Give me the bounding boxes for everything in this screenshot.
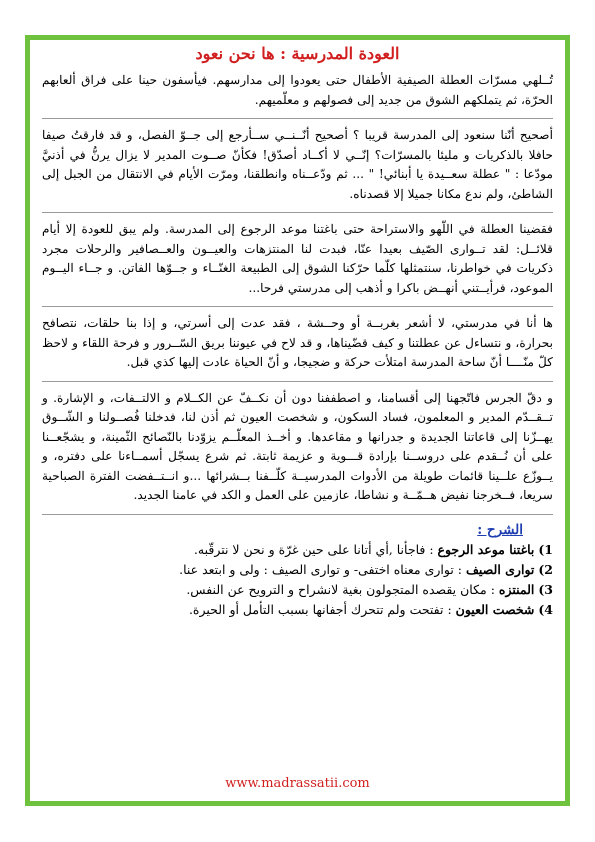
glossary-number: 1): [538, 541, 553, 557]
glossary-number: 2): [538, 561, 553, 577]
paragraph-4: ها أنا في مدرستي، لا أشعر بغربــة أو وحــشة ، فقد عدت إلى أسرتي، و إذا بنا حلقات، نتصافح بحرارة، و نتساءل عن عطلتنا و كيف قضّيناها، و قد لاح في عيوننا بريق السّــرور و فرحة اللقاء و لاحظ كلّ منّــــا أنّ ساحة المدرسة امتلأت حركة و ضجيجا، و أنّ الحياة عادت إليها كذي قبل.: [42, 316, 553, 369]
glossary-term: توارى الصيف: [465, 561, 535, 577]
glossary-definition: : مكان يقصده المتجولون بغية لانشراح و الترويح عن النفس.: [186, 581, 499, 597]
glossary-term: المنتزه: [498, 581, 535, 597]
paragraph-5: و دقّ الجرس فاتّجهنا إلى أقسامنا، و اصطففنا دون أن نكــفّ عن الكــلام و الالتــفات، و الإشارة. و تــقــدّم المدير و المعلمون، فساد السكون، و شخصت العيون ثم أذن لنا، فدخلنا فُصــولنا و الشّــوق يهــزّنا إلى قاعاتنا الجديدة و جدرانها و مقاعدها. و أخــذ المعلّــم يزوّدنا بالنّصائح الثّمينة، و يشجّعــنا على أن نُــقدم على دروســنا بإرادة قـــوية و عزيمة ثابتة. ثم شرع يسجّل أسمــاءنا على دفتره، و يــوزّع علــينا قائمات طويلة من الأدوات المدرسيــة كلّــفنا بــشرائها ...و انــتــفضت الفترة الصباحية سريعا، فــخرجنا نفيض هــمّــة و نشاطا، عازمين على العمل و الكد في عامنا الجديد.: [42, 390, 553, 502]
divider: [42, 212, 553, 213]
glossary-definition: : تفتحت ولم تتحرك أجفانها بسبب التأمل أو الحيرة.: [188, 601, 456, 617]
page-content: [42, 44, 553, 797]
paragraph-1: تُــلهي مسرّات العطلة الصيفية الأطفال حتى يعودوا إلى مدارسهم. فيأسفون حينا على فراق ألعابهم الحرّة، ثم يتملكهم الشوق من جديد إلى فصولهم و معلّميهم.: [42, 73, 553, 107]
glossary-item: [42, 560, 553, 580]
divider: [42, 118, 553, 119]
glossary-number: 3): [538, 581, 553, 597]
glossary-number: 4): [538, 601, 553, 617]
glossary-term: باغتنا موعد الرجوع: [437, 541, 535, 557]
glossary-term: شخصت العيون: [455, 601, 535, 617]
page-border: [25, 35, 570, 806]
glossary-item: [42, 540, 553, 560]
glossary-definition: : توارى معناه اختفى- و توارى الصيف : ولى و ابتعد عنا.: [179, 561, 466, 577]
paragraph-2: أصحيح أنّنا سنعود إلى المدرسة قريبا ؟ أصحيح أنّــنــي ســأرجع إلى جــوّ الفصل، و قد فارقتُ صيفا حافلا بالذكريات و مليئا بالمسرّات؟ إنّــي لا أكــاد أصدّق! فكأنّ صــوت المدير لا يزال يرنُّ في أذنيَّ مودّعا : " عطلة سعــيدة يا أبنائي! " ... ثم ودّعــناه وانطلقنا، ومرّت الأيام في الانتقال من الجبل إلى الشاطئ، ولم ندع مكانا جميلا إلا قصدناه.: [42, 128, 553, 201]
glossary-item: [42, 600, 553, 620]
glossary-heading: الشرح :: [477, 521, 523, 538]
divider: [42, 381, 553, 382]
glossary-item: [42, 580, 553, 600]
website-link[interactable]: www.madrassatii.com: [225, 776, 370, 791]
divider: [42, 306, 553, 307]
divider: [42, 514, 553, 515]
glossary-definition: : فاجأنا ,أي أتانا على حين غرّة و نحن لا نترقّبه.: [193, 541, 438, 557]
page-title: العودة المدرسية : ها نحن نعود: [195, 44, 400, 63]
paragraph-3: فقضينا العطلة في اللّهو والاستراحة حتى باغتنا موعد الرجوع إلى المدرسة. ولم يبق للعودة إلا أيام قلائــل: لقد تــوارى الصّيف بعيدا عنّا، فبدت لنا المنتزهات والعيــون والعــصافير والرحلات مجرد ذكريات في خواطرنا، سنتمثلها كلّما حرّكنا الشوق إلى الطبيعة الغنّــاء و جــوّها الفاتن. و جــاء اليــوم الموعود، فرأيــتني أنهــض باكرا و أذهب إلى مدرستي فرحا...: [42, 222, 553, 295]
